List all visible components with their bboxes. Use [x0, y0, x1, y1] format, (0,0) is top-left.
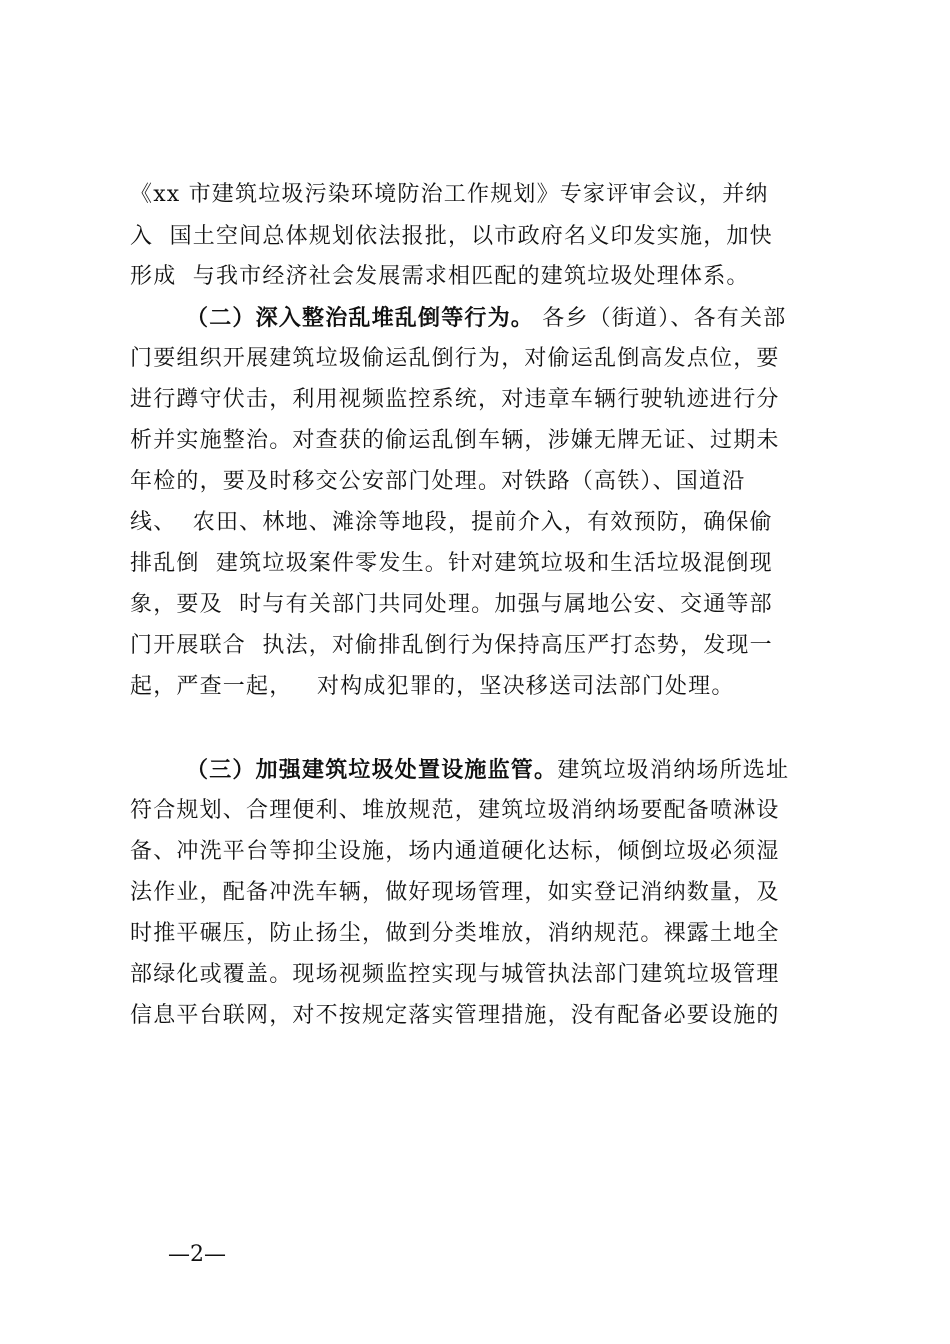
- section-2-line: 年检的，要及时移交公安部门处理。对铁路（高铁）、国道沿: [130, 469, 746, 494]
- section-3-line: 部绿化或覆盖。现场视频监控实现与城管执法部门建筑垃圾管理: [130, 962, 780, 987]
- section-3-line: 信息平台联网，对不按规定落实管理措施，没有配备必要设施的: [130, 1003, 780, 1028]
- page-number: —2—: [168, 1242, 226, 1267]
- section-2-line: 门要组织开展建筑垃圾偷运乱倒行为，对偷运乱倒高发点位，要: [130, 346, 780, 371]
- paragraph-1-line-3: 形成 与我市经济社会发展需求相匹配的建筑垃圾处理体系。: [130, 264, 750, 289]
- section-2-line: 门开展联合 执法，对偷排乱倒行为保持高压严打态势，发现一: [130, 633, 773, 658]
- section-3-line: 时推平碾压，防止扬尘，做到分类堆放，消纳规范。裸露土地全: [130, 921, 780, 946]
- section-2-first-line: [186, 303, 886, 334]
- paragraph-1-line-1: 《xx 市建筑垃圾污染环境防治工作规划》专家评审会议，并纳: [130, 182, 769, 207]
- section-2-line: 起，严查一起， 对构成犯罪的，坚决移送司法部门处理。: [130, 674, 735, 699]
- section-2-line: 进行蹲守伏击，利用视频监控系统，对违章车辆行驶轨迹进行分: [130, 387, 780, 412]
- section-3-first-line: [186, 755, 886, 786]
- section-3-line: 法作业，配备冲洗车辆，做好现场管理，如实登记消纳数量，及: [130, 880, 780, 905]
- section-3-first-line-rest: 建筑垃圾消纳场所选址: [557, 758, 790, 783]
- section-2-first-line-rest: 各乡（街道）、各有关部: [534, 306, 787, 331]
- section-2-line: 象，要及 时与有关部门共同处理。加强与属地公安、交通等部: [130, 592, 773, 617]
- section-2-heading: （二）深入整治乱堆乱倒等行为。: [186, 305, 535, 331]
- section-2-line: 线、 农田、林地、滩涂等地段，提前介入，有效预防，确保偷: [130, 510, 773, 535]
- paragraph-1-line-2: 入 国土空间总体规划依法报批，以市政府名义印发实施，加快: [130, 224, 773, 249]
- section-2-line: 析并实施整治。对查获的偷运乱倒车辆，涉嫌无牌无证、过期未: [130, 428, 780, 453]
- section-3-line: 备、冲洗平台等抑尘设施，场内通道硬化达标，倾倒垃圾必须湿: [130, 839, 780, 864]
- section-2-line: 排乱倒 建筑垃圾案件零发生。针对建筑垃圾和生活垃圾混倒现: [130, 551, 773, 576]
- section-3-heading: （三）加强建筑垃圾处置设施监管。: [186, 757, 558, 783]
- section-3-line: 符合规划、合理便利、堆放规范，建筑垃圾消纳场要配备喷淋设: [130, 798, 780, 823]
